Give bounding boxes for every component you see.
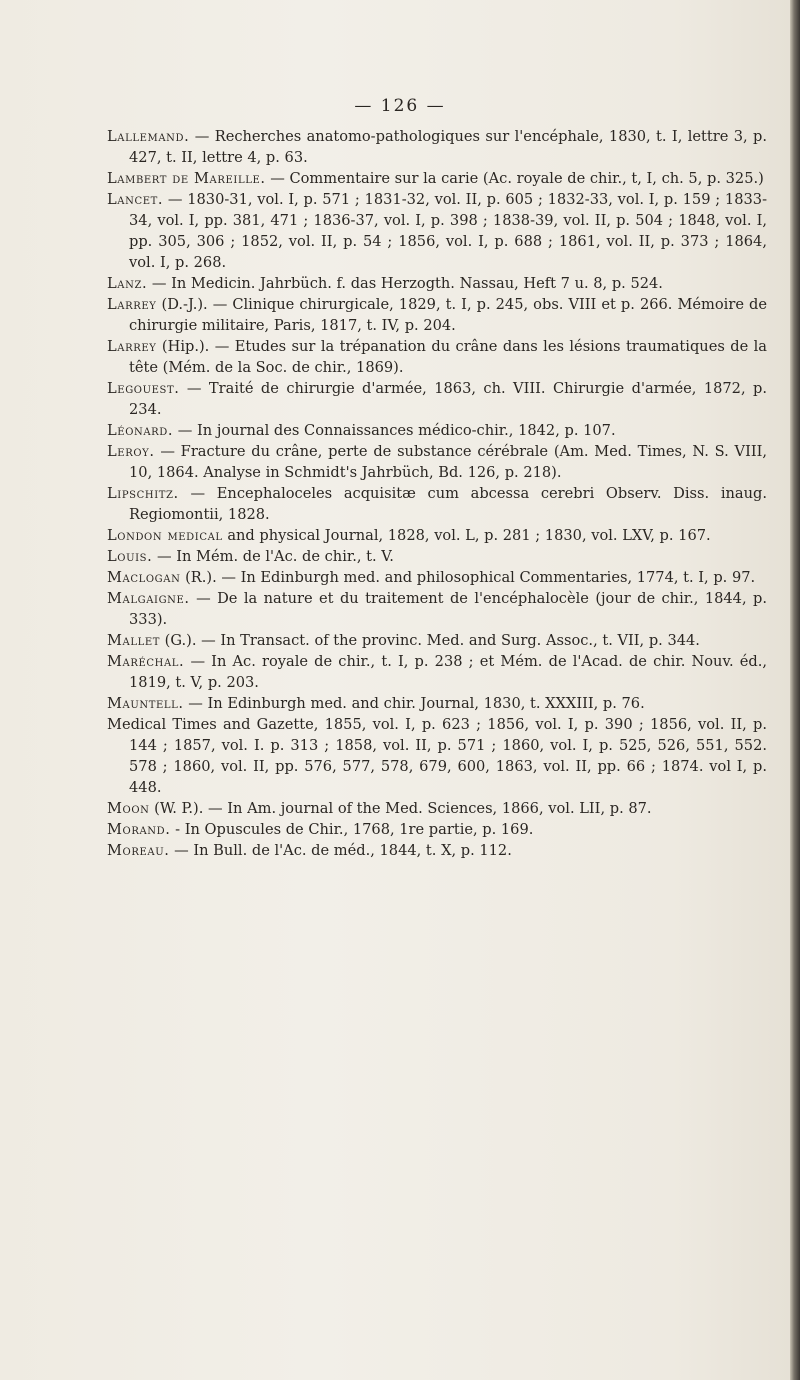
entry-text: — Encephaloceles acquisitæ cum abcessa cerebri Observ. Diss. inaug. Regiomontii, 1828. xyxy=(129,485,767,523)
bibliography-entry xyxy=(107,483,767,525)
entry-author: Larrey xyxy=(107,296,157,313)
bibliography-entry xyxy=(107,378,767,420)
entry-text: (R.). — In Edinburgh med. and philosophical Commentaries, 1774, t. I, p. 97. xyxy=(185,569,756,586)
entry-text: — Fracture du crâne, perte de substance cérébrale (Am. Med. Times, N. S. VIII, 10, 1864. Analyse in Schmidt's Jahrbüch, Bd. 126, p. 218). xyxy=(129,443,767,481)
bibliography-entry xyxy=(107,840,767,861)
bibliography-list xyxy=(107,126,767,861)
entry-author: Morand. xyxy=(107,821,171,838)
bibliography-entry xyxy=(107,819,767,840)
entry-author: Louis. xyxy=(107,548,153,565)
entry-author: Lipschitz. xyxy=(107,485,179,502)
bibliography-entry xyxy=(107,273,767,294)
entry-text: - In Opuscules de Chir., 1768, 1re partie, p. 169. xyxy=(175,821,534,838)
entry-author: Lallemand. xyxy=(107,128,190,145)
entry-text: — 1830-31, vol. I, p. 571 ; 1831-32, vol. II, p. 605 ; 1832-33, vol. I, p. 159 ; 1833-34, vol. I, pp. 381, 471 ; 1836-37, vol. I, p. 398 ; 1838-39, vol. II, p. 504 ; 1848, vol. I, pp. 305, 306 ; 1852, vol. II, p. 54 ; 1856, vol. I, p. 688 ; 1861, vol. II, p. 373 ; 1864, vol. I, p. 268. xyxy=(129,191,768,271)
entry-text: — In Mém. de l'Ac. de chir., t. V. xyxy=(157,548,394,565)
entry-text: — Recherches anatomo-pathologiques sur l'encéphale, 1830, t. I, lettre 3, p. 427, t. II, lettre 4, p. 63. xyxy=(129,128,767,166)
entry-text: — In Edinburgh med. and chir. Journal, 1830, t. XXXIII, p. 76. xyxy=(188,695,645,712)
bibliography-entry xyxy=(107,546,767,567)
entry-author: Mallet xyxy=(107,632,161,649)
bibliography-entry xyxy=(107,693,767,714)
entry-author: London medical xyxy=(107,527,223,544)
bibliography-entry xyxy=(107,126,767,168)
entry-text: (W. P.). — In Am. journal of the Med. Sciences, 1866, vol. LII, p. 87. xyxy=(154,800,652,817)
entry-author: Léonard. xyxy=(107,422,174,439)
entry-text: (D.-J.). — Clinique chirurgicale, 1829, t. I, p. 245, obs. VIII et p. 266. Mémoire de chirurgie militaire, Paris, 1817, t. IV, p. 204. xyxy=(129,296,767,334)
bibliography-entry xyxy=(107,294,767,336)
entry-text: and physical Journal, 1828, vol. L, p. 281 ; 1830, vol. LXV, p. 167. xyxy=(227,527,711,544)
bibliography-entry xyxy=(107,441,767,483)
page-edge-shadow xyxy=(790,0,800,1380)
entry-author: Leroy. xyxy=(107,443,155,460)
entry-author: Lanz. xyxy=(107,275,148,292)
bibliography-entry xyxy=(107,714,767,798)
bibliography-entry xyxy=(107,567,767,588)
entry-text: — In Ac. royale de chir., t. I, p. 238 ; et Mém. de l'Acad. de chir. Nouv. éd., 1819, t. V, p. 203. xyxy=(129,653,767,691)
bibliography-entry xyxy=(107,588,767,630)
entry-author: Moreau. xyxy=(107,842,170,859)
bibliography-entry xyxy=(107,189,767,273)
entry-author: Moon xyxy=(107,800,150,817)
entry-author: Lambert de Mareille. xyxy=(107,170,266,187)
entry-author: Legouest. xyxy=(107,380,180,397)
entry-author: Malgaigne. xyxy=(107,590,190,607)
entry-author: Maréchal. xyxy=(107,653,185,670)
entry-text: — In Medicin. Jahrbüch. f. das Herzogth. Nassau, Heft 7 u. 8, p. 524. xyxy=(151,275,663,292)
entry-text: — In journal des Connaissances médico-chir., 1842, p. 107. xyxy=(177,422,616,439)
bibliography-entry xyxy=(107,798,767,819)
entry-author: Lancet. xyxy=(107,191,164,208)
entry-text: — De la nature et du traitement de l'encéphalocèle (jour de chir., 1844, p. 333). xyxy=(129,590,767,628)
bibliography-entry xyxy=(107,630,767,651)
entry-author: Maclogan xyxy=(107,569,181,586)
entry-text: — Commentaire sur la carie (Ac. royale de chir., t, I, ch. 5, p. 325.) xyxy=(270,170,764,187)
bibliography-entry xyxy=(107,525,767,546)
bibliography-entry xyxy=(107,168,767,189)
bibliography-entry xyxy=(107,651,767,693)
entry-author: Mauntell. xyxy=(107,695,184,712)
page-number: — 126 — xyxy=(354,96,446,116)
entry-text: — In Bull. de l'Ac. de méd., 1844, t. X, p. 112. xyxy=(174,842,512,859)
entry-author: Larrey xyxy=(107,338,157,355)
bibliography-entry xyxy=(107,420,767,441)
entry-text: (Hip.). — Etudes sur la trépanation du crâne dans les lésions traumatiques de la tête (Mém. de la Soc. de chir., 1869). xyxy=(129,338,767,376)
entry-text: Medical Times and Gazette, 1855, vol. I, p. 623 ; 1856, vol. I, p. 390 ; 1856, vol. II, p. 144 ; 1857, vol. I. p. 313 ; 1858, vol. II, p. 571 ; 1860, vol. I, p. 525, 526, 551, 552. 578 ; 1860, vol. II, pp. 576, 577, 578, 679, 600, 1863, vol. II, pp. 66 ; 1874. vol I, p. 448. xyxy=(107,716,767,796)
bibliography-entry xyxy=(107,336,767,378)
entry-text: (G.). — In Transact. of the provinc. Med. and Surg. Assoc., t. VII, p. 344. xyxy=(164,632,700,649)
entry-text: — Traité de chirurgie d'armée, 1863, ch. VIII. Chirurgie d'armée, 1872, p. 234. xyxy=(129,380,768,418)
